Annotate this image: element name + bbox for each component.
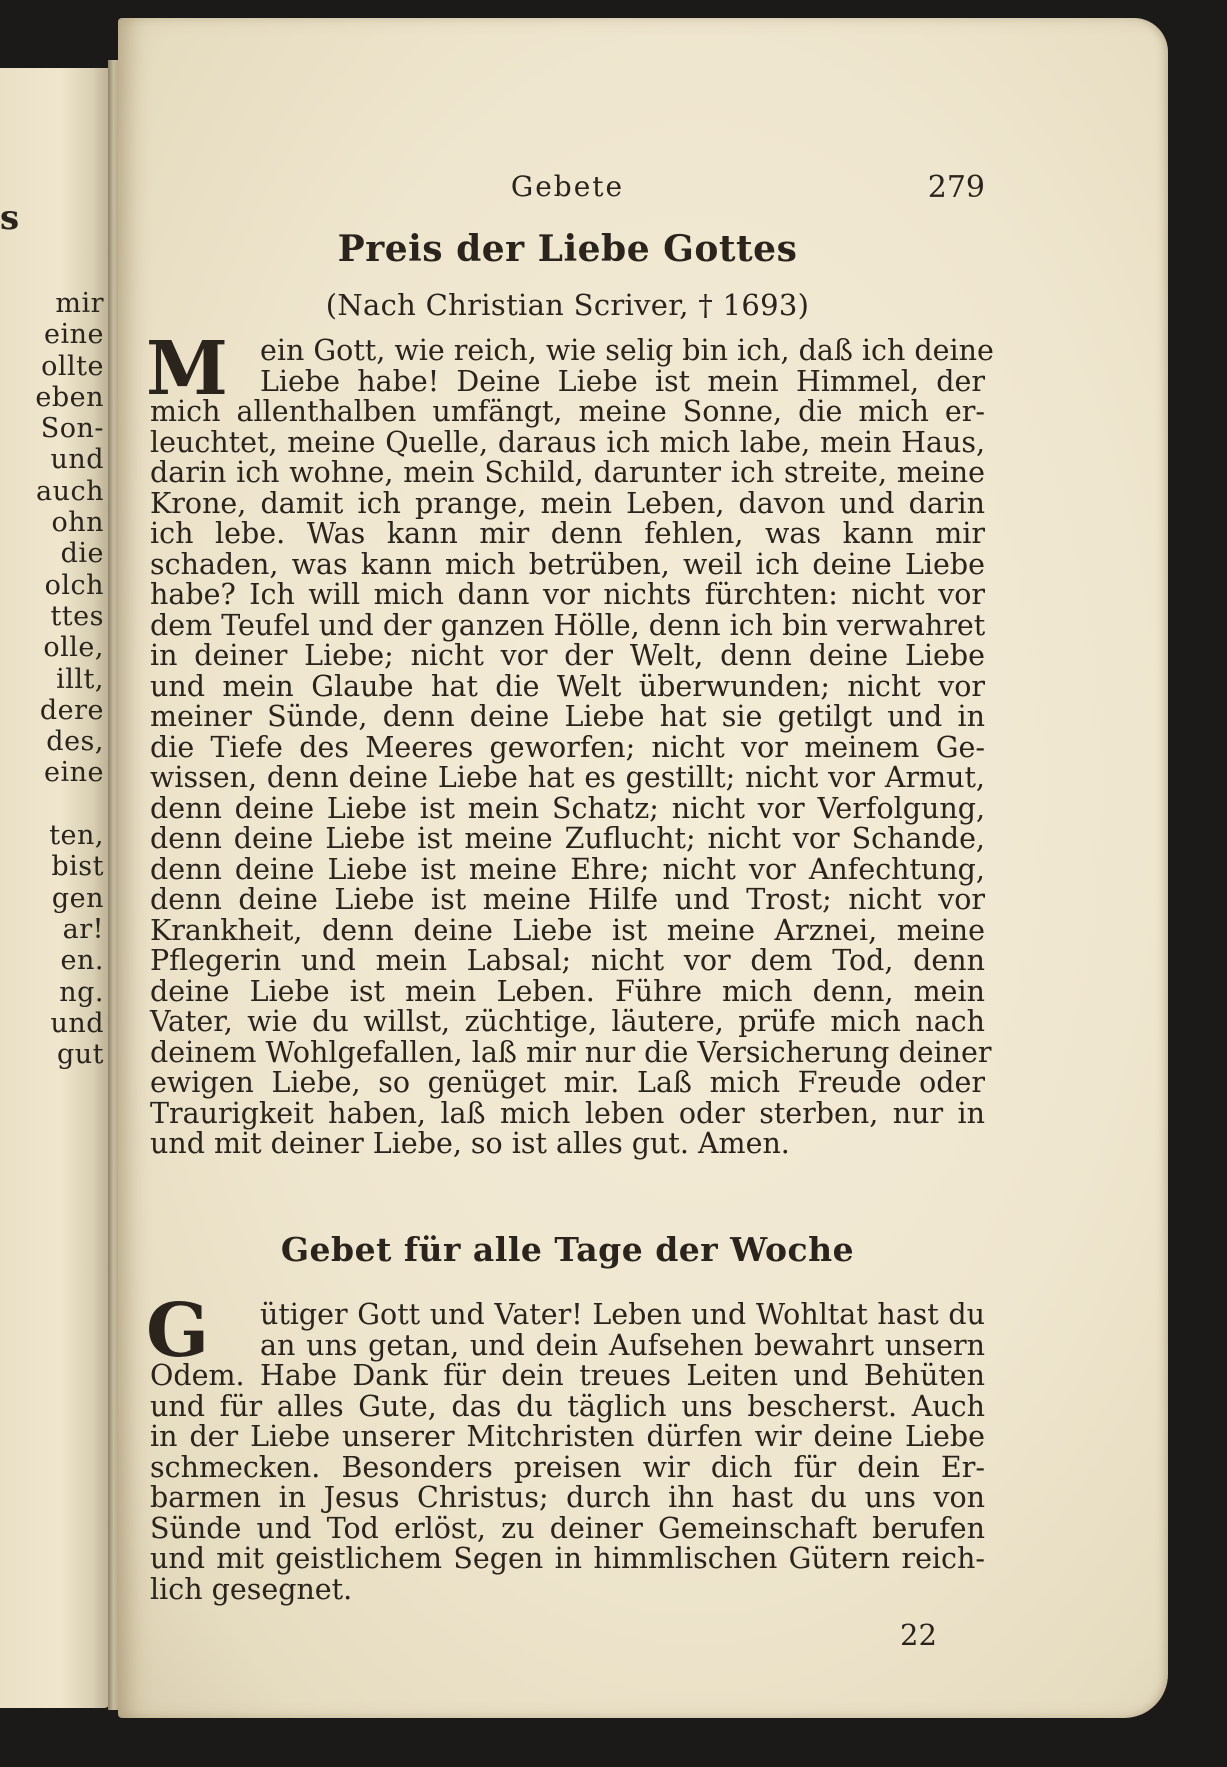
left-page-line: ollte bbox=[41, 350, 104, 382]
text-line: darin ich wohne, mein Schild, darunter ich streite, meine bbox=[150, 456, 985, 489]
left-page-line: mir bbox=[55, 288, 104, 319]
left-page-line: und bbox=[50, 1007, 104, 1039]
left-page-line: ttes bbox=[50, 600, 104, 632]
left-facing-page bbox=[0, 68, 110, 1708]
left-page-line: gen bbox=[51, 882, 104, 914]
left-page-line: dere bbox=[39, 694, 104, 726]
drop-cap-second: G bbox=[146, 1288, 210, 1374]
text-line: leuchtet, meine Quelle, daraus ich mich labe, mein Haus, bbox=[150, 425, 985, 459]
left-page-line: eine bbox=[44, 757, 104, 789]
text-line: ewigen Liebe, so genüget mir. Laß mich Freude oder bbox=[150, 1066, 985, 1099]
left-page-line: die bbox=[60, 538, 104, 570]
text-line: schmecken. Besonders preisen wir dich für dein Er- bbox=[150, 1450, 985, 1484]
text-line: ein Gott, wie reich, wie selig bin ich, daß ich deine bbox=[260, 334, 994, 367]
left-page-line bbox=[4, 789, 104, 820]
text-line: deinem Wohlgefallen, laß mir nur die Versicherung deiner bbox=[150, 1035, 992, 1069]
text-line: denn deine Liebe ist mein Schatz; nicht vor Verfolgung, bbox=[150, 791, 985, 825]
signature-mark: 22 bbox=[900, 1618, 937, 1652]
left-page-line: ar! bbox=[62, 913, 104, 945]
text-line: lich gesegnet. bbox=[150, 1572, 353, 1606]
second-prayer-text bbox=[146, 1288, 985, 1606]
text-line: Liebe habe! Deine Liebe ist mein Himmel, der bbox=[260, 364, 985, 398]
left-page-line: eine bbox=[44, 319, 104, 351]
page-number: 279 bbox=[927, 170, 985, 205]
second-prayer-title: Gebet für alle Tage der Woche bbox=[280, 1230, 855, 1269]
text-line: und mein Glaube hat die Welt überwunden; nicht vor bbox=[150, 669, 985, 703]
left-page-line: illt, bbox=[56, 663, 104, 695]
left-page-line: ng. bbox=[59, 976, 104, 1008]
left-page-line: gut bbox=[56, 1039, 104, 1071]
text-line: barmen in Jesus Christus; durch ihn hast du uns von bbox=[150, 1481, 985, 1514]
text-line: Odem. Habe Dank für dein treues Leiten und Behüten bbox=[150, 1359, 985, 1392]
text-line: Krankheit, denn deine Liebe ist meine Arznei, meine bbox=[150, 913, 985, 947]
left-page-line: auch bbox=[36, 475, 104, 507]
text-line: ütiger Gott und Vater! Leben und Wohltat hast du bbox=[260, 1298, 985, 1331]
text-line: mich allenthalben umfängt, meine Sonne, die mich er- bbox=[150, 395, 985, 428]
text-line: denn deine Liebe ist meine Zuflucht; nicht vor Schande, bbox=[150, 822, 985, 855]
left-page-line: olch bbox=[44, 569, 104, 601]
text-line: ich lebe. Was kann mir denn fehlen, was kann mir bbox=[150, 517, 985, 550]
left-page-line: des, bbox=[46, 726, 104, 758]
text-line: und für alles Gute, das du täglich uns bescherst. Auch bbox=[150, 1389, 985, 1423]
prayer-text bbox=[146, 326, 994, 1160]
drop-cap: M bbox=[146, 326, 228, 412]
text-line: dem Teufel und der ganzen Hölle, denn ich bin verwahret bbox=[150, 608, 986, 642]
text-line: in deiner Liebe; nicht vor der Welt, denn deine Liebe bbox=[150, 639, 985, 672]
text-line: habe? Ich will mich dann vor nichts fürchten: nicht vor bbox=[150, 578, 985, 611]
left-page-header: s bbox=[0, 198, 20, 238]
left-page-line: bist bbox=[51, 851, 104, 883]
left-page-line: ten, bbox=[49, 820, 104, 852]
prayer-title: Preis der Liebe Gottes bbox=[337, 228, 798, 270]
text-line: Vater, wie du willst, züchtige, läutere, prüfe mich nach bbox=[150, 1005, 985, 1038]
left-page-line: und bbox=[50, 444, 104, 476]
left-page-line: ohn bbox=[51, 507, 104, 539]
left-page-line: en. bbox=[60, 945, 104, 977]
left-page-line: Son- bbox=[40, 413, 104, 445]
text-line: Traurigkeit haben, laß mich leben oder sterben, nur in bbox=[150, 1096, 985, 1130]
text-line: denn deine Liebe ist meine Hilfe und Trost; nicht vor bbox=[150, 883, 985, 916]
left-page-text-column bbox=[4, 288, 104, 1070]
text-line: an uns getan, und dein Aufsehen bewahrt unsern bbox=[260, 1328, 985, 1362]
prayer-attribution: (Nach Christian Scriver, † 1693) bbox=[325, 288, 810, 322]
text-line: meiner Sünde, denn deine Liebe hat sie getilgt und in bbox=[150, 700, 985, 733]
text-line: wissen, denn deine Liebe hat es gestillt; nicht vor Armut, bbox=[150, 761, 985, 794]
text-line: schaden, was kann mich betrüben, weil ich deine Liebe bbox=[150, 547, 985, 581]
text-line: Pflegerin und mein Labsal; nicht vor dem Tod, denn bbox=[150, 944, 985, 977]
text-line: Krone, damit ich prange, mein Leben, davon und darin bbox=[150, 486, 985, 520]
text-line: die Tiefe des Meeres geworfen; nicht vor meinem Ge- bbox=[150, 730, 985, 764]
left-page-line: olle, bbox=[43, 632, 104, 664]
running-head bbox=[150, 170, 985, 210]
text-line: und mit deiner Liebe, so ist alles gut. Amen. bbox=[150, 1127, 790, 1160]
text-line: deine Liebe ist mein Leben. Führe mich denn, mein bbox=[150, 974, 985, 1008]
text-line: Sünde und Tod erlöst, zu deiner Gemeinschaft berufen bbox=[150, 1511, 985, 1545]
running-head-title: Gebete bbox=[510, 170, 625, 203]
text-line: und mit geistlichem Segen in himmlischen Gütern reich- bbox=[150, 1542, 985, 1575]
left-page-line: eben bbox=[35, 381, 104, 413]
text-line: denn deine Liebe ist meine Ehre; nicht vor Anfechtung, bbox=[150, 852, 985, 886]
text-line: in der Liebe unserer Mitchristen dürfen wir deine Liebe bbox=[150, 1420, 985, 1453]
